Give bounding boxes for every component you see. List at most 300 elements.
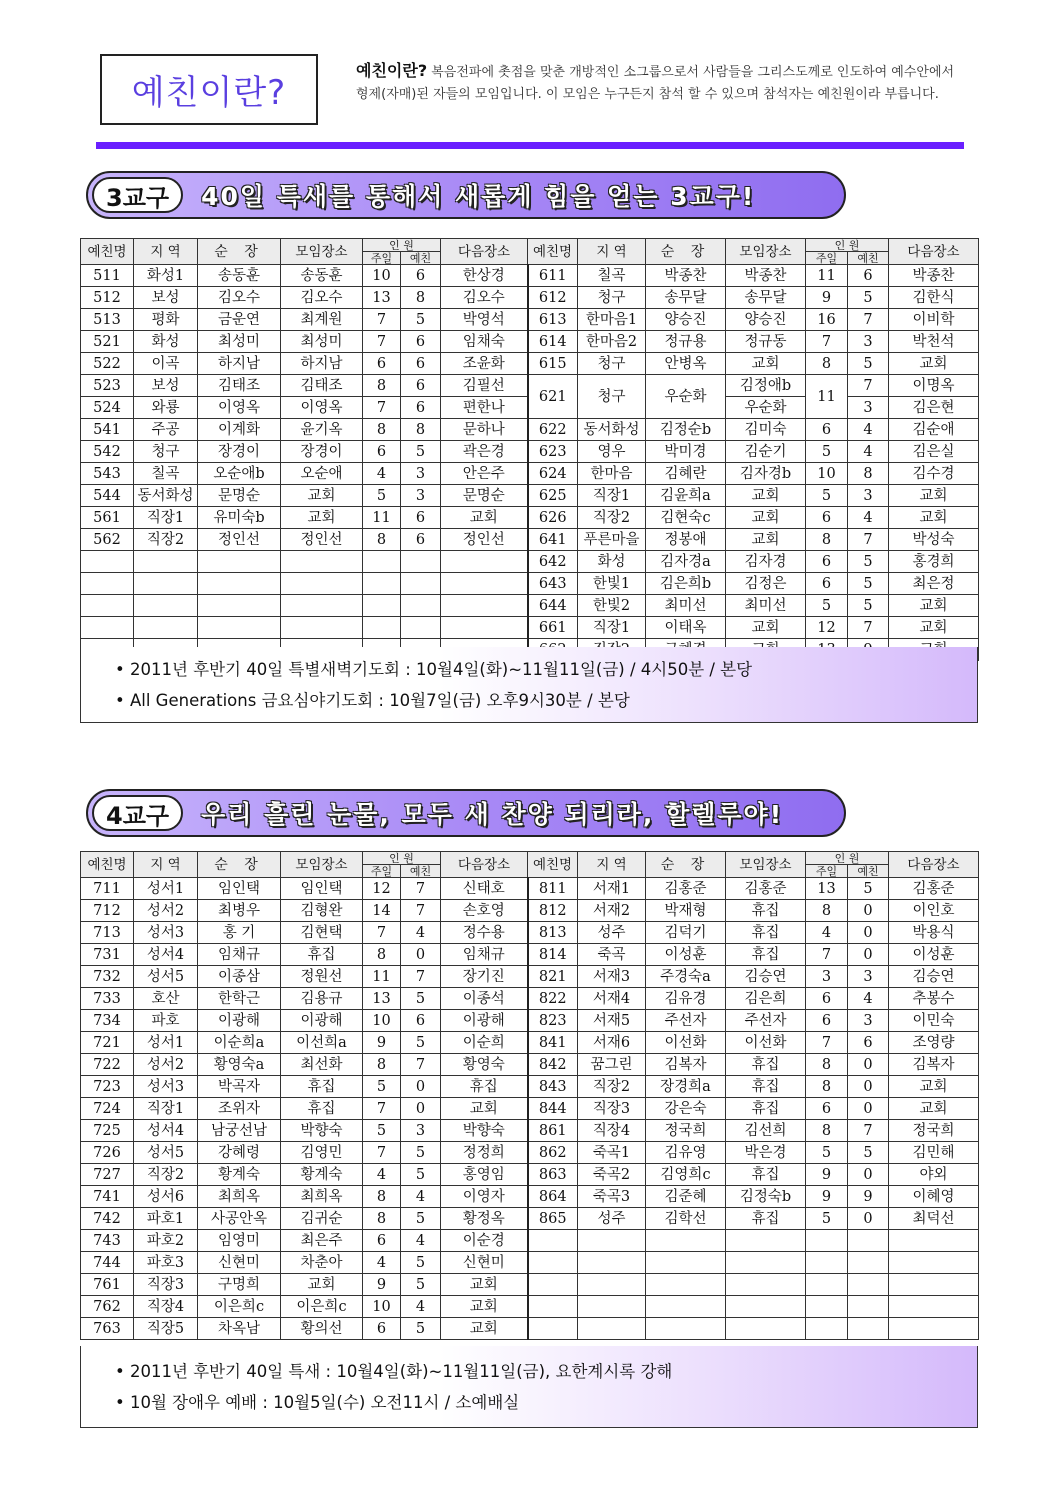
- table-cell: 직장1: [578, 485, 646, 507]
- table-cell: 죽곡3: [578, 1186, 646, 1208]
- table-cell: 박향숙: [281, 1120, 363, 1142]
- col-members: 인 원: [806, 239, 889, 252]
- col-next: 다음장소: [441, 239, 528, 265]
- table-cell: 황영숙a: [198, 1054, 281, 1076]
- table-cell: 윤기옥: [281, 419, 363, 441]
- table-cell: 김자경a: [646, 551, 726, 573]
- table-cell: 0: [401, 1098, 441, 1120]
- table-cell: 6: [401, 1010, 441, 1032]
- col-place: 모임장소: [726, 852, 806, 878]
- table-cell: 742: [81, 1208, 134, 1230]
- table-cell: 5: [848, 573, 889, 595]
- table-cell: 0: [848, 1164, 889, 1186]
- col-place: 모임장소: [281, 239, 363, 265]
- table-cell: 곽은경: [441, 441, 528, 463]
- table-cell: 5: [401, 1252, 441, 1274]
- table-cell: 박은경: [726, 1142, 806, 1164]
- table-cell: 5: [806, 1142, 848, 1164]
- table-cell: 12: [363, 878, 401, 900]
- col-leader: 순 장: [198, 239, 281, 265]
- table-cell: 서재2: [578, 900, 646, 922]
- table-cell: 841: [528, 1032, 578, 1054]
- table-cell: 정규용: [646, 331, 726, 353]
- table-cell: 정봉애: [646, 529, 726, 551]
- table-cell: 김유영: [646, 1142, 726, 1164]
- table-cell: 박성숙: [889, 529, 979, 551]
- table-cell: 524: [81, 397, 134, 419]
- table-row: [81, 617, 979, 639]
- table-cell: 송동훈: [198, 265, 281, 287]
- table-cell: 4: [806, 922, 848, 944]
- table-cell: [889, 1230, 979, 1252]
- col-group: 예친명: [528, 239, 578, 265]
- intro-description: [356, 60, 968, 106]
- table-cell: 야외: [889, 1164, 979, 1186]
- table-cell: 522: [81, 353, 134, 375]
- table-cell: 김선희: [726, 1120, 806, 1142]
- table-cell: 721: [81, 1032, 134, 1054]
- table-cell: 0: [848, 944, 889, 966]
- table-cell: 763: [81, 1318, 134, 1340]
- table-cell: 최희옥: [281, 1186, 363, 1208]
- table-cell: [848, 1274, 889, 1296]
- table-cell: 장기진: [441, 966, 528, 988]
- table-cell: 11: [363, 966, 401, 988]
- table-cell: 5: [363, 485, 401, 507]
- table-cell: 한빛1: [578, 573, 646, 595]
- table-cell: 안병옥: [646, 353, 726, 375]
- table-cell: 734: [81, 1010, 134, 1032]
- table-cell: 812: [528, 900, 578, 922]
- table-cell: 문명순: [441, 485, 528, 507]
- table-cell: 최은정: [889, 573, 979, 595]
- table-cell: 임채숙: [441, 331, 528, 353]
- table-cell: 정규동: [726, 331, 806, 353]
- table-cell: 금운연: [198, 309, 281, 331]
- table-cell: 교회: [441, 1318, 528, 1340]
- table-cell: 김자경: [726, 551, 806, 573]
- table-row: [81, 441, 979, 463]
- table-cell: 0: [848, 922, 889, 944]
- table-cell: [726, 1318, 806, 1340]
- table-cell: 861: [528, 1120, 578, 1142]
- table-cell: 7: [806, 331, 848, 353]
- table-cell: 7: [806, 944, 848, 966]
- table-cell: 서재1: [578, 878, 646, 900]
- table-cell: 성서4: [134, 944, 198, 966]
- district3-badge: 3교구: [92, 177, 183, 213]
- table-cell: 6: [363, 441, 401, 463]
- table-cell: 823: [528, 1010, 578, 1032]
- table-cell: 이성훈: [889, 944, 979, 966]
- table-cell: [528, 1252, 578, 1274]
- district3-slogan: 40일 특새를 통해서 새롭게 힘을 얻는 3교구!: [201, 182, 756, 211]
- table-cell: 홍영임: [441, 1164, 528, 1186]
- table-cell: 5: [806, 1208, 848, 1230]
- table-cell: 청구: [578, 287, 646, 309]
- table-cell: 박종찬: [889, 265, 979, 287]
- col-leader: 순 장: [198, 852, 281, 878]
- col-sunday: 주일: [363, 252, 401, 265]
- table-cell: 0: [848, 1098, 889, 1120]
- table-cell: [806, 1318, 848, 1340]
- table-cell: 814: [528, 944, 578, 966]
- notice-item: • 2011년 후반기 40일 특별새벽기도회 : 10월4일(화)~11월11일(금) / 4시50분 / 본당: [115, 660, 753, 679]
- col-sunday: 주일: [806, 865, 848, 878]
- table-cell: [281, 551, 363, 573]
- table-cell: [646, 1230, 726, 1252]
- table-cell: 하지남: [198, 353, 281, 375]
- table-cell: 파호2: [134, 1230, 198, 1252]
- table-row: [81, 900, 979, 922]
- table-row: [81, 1120, 979, 1142]
- table-cell: 성주: [578, 922, 646, 944]
- table-cell: [363, 595, 401, 617]
- table-cell: 서재6: [578, 1032, 646, 1054]
- table-cell: 휴집: [726, 1076, 806, 1098]
- table-cell: 김현숙c: [646, 507, 726, 529]
- table-cell: 6: [806, 1010, 848, 1032]
- table-cell: 11: [806, 265, 848, 287]
- table-cell: 주선자: [726, 1010, 806, 1032]
- table-cell: 김정순b: [646, 419, 726, 441]
- table-cell: 와룡: [134, 397, 198, 419]
- table-cell: 교회: [889, 507, 979, 529]
- table-cell: 613: [528, 309, 578, 331]
- table-cell: [578, 1252, 646, 1274]
- table-cell: 한마음: [578, 463, 646, 485]
- table-cell: 휴집: [726, 922, 806, 944]
- table-cell: 홍 기: [198, 922, 281, 944]
- table-cell: 10: [363, 1296, 401, 1318]
- table-cell: 김민해: [889, 1142, 979, 1164]
- table-cell: 김홍준: [646, 878, 726, 900]
- table-cell: 623: [528, 441, 578, 463]
- table-row: [81, 1296, 979, 1318]
- table-row: [81, 595, 979, 617]
- table-row: [81, 1076, 979, 1098]
- table-cell: 정정희: [441, 1142, 528, 1164]
- table-cell: 12: [806, 617, 848, 639]
- table-cell: 이계화: [198, 419, 281, 441]
- col-place: 모임장소: [281, 852, 363, 878]
- table-cell: 김은현: [889, 397, 979, 419]
- table-cell: [441, 617, 528, 639]
- table-cell: 0: [848, 900, 889, 922]
- table-cell: [401, 617, 441, 639]
- table-cell: 평화: [134, 309, 198, 331]
- table-cell: 4: [848, 441, 889, 463]
- table-cell: 561: [81, 507, 134, 529]
- table-cell: 511: [81, 265, 134, 287]
- table-cell: 이영옥: [281, 397, 363, 419]
- table-cell: 박종찬: [726, 265, 806, 287]
- table-cell: 푸른마을: [578, 529, 646, 551]
- table-row: [81, 331, 979, 353]
- table-cell: 3: [848, 1010, 889, 1032]
- table-cell: [806, 1296, 848, 1318]
- table-cell: 교회: [281, 1274, 363, 1296]
- table-cell: [81, 551, 134, 573]
- table-cell: 최희옥: [198, 1186, 281, 1208]
- district4-banner: [86, 789, 846, 837]
- table-cell: 구명희: [198, 1274, 281, 1296]
- table-cell: 김오수: [198, 287, 281, 309]
- col-yechin: 예친: [848, 865, 889, 878]
- table-row: [81, 529, 979, 551]
- table-cell: [806, 1252, 848, 1274]
- table-cell: 김한식: [889, 287, 979, 309]
- col-yechin: 예친: [401, 252, 441, 265]
- table-cell: 이종석: [441, 988, 528, 1010]
- table-cell: 주공: [134, 419, 198, 441]
- table-cell: 731: [81, 944, 134, 966]
- col-leader: 순 장: [646, 852, 726, 878]
- table-cell: 6: [848, 1032, 889, 1054]
- table-cell: [646, 1274, 726, 1296]
- table-cell: [889, 1252, 979, 1274]
- table-cell: 3: [848, 485, 889, 507]
- table-cell: 김수경: [889, 463, 979, 485]
- table-cell: 교회: [441, 1274, 528, 1296]
- table-row: [81, 1054, 979, 1076]
- table-cell: 성서2: [134, 1054, 198, 1076]
- table-cell: 741: [81, 1186, 134, 1208]
- table-cell: 5: [806, 485, 848, 507]
- table-cell: 3: [848, 331, 889, 353]
- table-cell: 유미숙b: [198, 507, 281, 529]
- table-cell: 최선화: [281, 1054, 363, 1076]
- table-cell: 안은주: [441, 463, 528, 485]
- table-row: [81, 1164, 979, 1186]
- table-cell: 8: [806, 1054, 848, 1076]
- table-cell: 762: [81, 1296, 134, 1318]
- table-cell: 8: [806, 900, 848, 922]
- table-cell: 13: [363, 988, 401, 1010]
- table-cell: 휴집: [726, 944, 806, 966]
- table-cell: 544: [81, 485, 134, 507]
- table-cell: 성서1: [134, 878, 198, 900]
- table-cell: 7: [848, 617, 889, 639]
- table-cell: [281, 595, 363, 617]
- table-cell: [646, 1252, 726, 1274]
- table-cell: 신현미: [441, 1252, 528, 1274]
- table-cell: 직장1: [578, 617, 646, 639]
- table-cell: 512: [81, 287, 134, 309]
- table-cell: 이혜영: [889, 1186, 979, 1208]
- divider: [96, 142, 964, 149]
- table-cell: 신태호: [441, 878, 528, 900]
- col-place: 모임장소: [726, 239, 806, 265]
- table-cell: 822: [528, 988, 578, 1010]
- table-cell: 성주: [578, 1208, 646, 1230]
- table-cell: 조윤화: [441, 353, 528, 375]
- table-cell: 추봉수: [889, 988, 979, 1010]
- table-cell: 보성: [134, 375, 198, 397]
- table-cell: 박영석: [441, 309, 528, 331]
- table-cell: 5: [848, 551, 889, 573]
- table-cell: 8: [806, 1120, 848, 1142]
- table-cell: 611: [528, 265, 578, 287]
- table-cell: 723: [81, 1076, 134, 1098]
- table-cell: [363, 573, 401, 595]
- table-cell: [889, 1274, 979, 1296]
- table-cell: [81, 617, 134, 639]
- table-cell: 최미선: [646, 595, 726, 617]
- table-cell: 7: [848, 1120, 889, 1142]
- table-cell: 송무달: [646, 287, 726, 309]
- table-cell: 이태옥: [646, 617, 726, 639]
- table-cell: 교회: [726, 617, 806, 639]
- table-cell: 7: [401, 878, 441, 900]
- table-cell: 5: [848, 878, 889, 900]
- table-cell: 박곡자: [198, 1076, 281, 1098]
- table-cell: [726, 1296, 806, 1318]
- table-cell: 장경희a: [646, 1076, 726, 1098]
- table-cell: 한학근: [198, 988, 281, 1010]
- table-cell: 7: [806, 1032, 848, 1054]
- table-cell: [401, 595, 441, 617]
- district4-table: [80, 851, 979, 1340]
- table-cell: 이명옥: [889, 375, 979, 397]
- district4-badge: 4교구: [92, 795, 183, 831]
- table-cell: 김은희b: [646, 573, 726, 595]
- table-cell: [726, 1252, 806, 1274]
- table-cell: 6: [806, 988, 848, 1010]
- table-cell: 청구: [578, 375, 646, 419]
- table-cell: 이선화: [726, 1032, 806, 1054]
- table-cell: 김자경b: [726, 463, 806, 485]
- table-row: [81, 287, 979, 309]
- table-cell: 교회: [281, 507, 363, 529]
- table-cell: 김형완: [281, 900, 363, 922]
- col-region: 지 역: [134, 852, 198, 878]
- table-cell: [528, 1296, 578, 1318]
- table-cell: 9: [806, 1164, 848, 1186]
- table-cell: 교회: [726, 485, 806, 507]
- table-cell: 9: [363, 1032, 401, 1054]
- table-cell: [134, 573, 198, 595]
- table-cell: 호산: [134, 988, 198, 1010]
- table-cell: 8: [806, 1076, 848, 1098]
- table-cell: 휴집: [726, 900, 806, 922]
- table-cell: 7: [363, 1098, 401, 1120]
- table-cell: 5: [401, 1164, 441, 1186]
- district3-table: [80, 238, 979, 661]
- table-cell: 732: [81, 966, 134, 988]
- intro-title: 예친이란?: [100, 54, 318, 125]
- table-cell: 11: [363, 507, 401, 529]
- table-cell: 624: [528, 463, 578, 485]
- table-cell: 711: [81, 878, 134, 900]
- table-row: [81, 1098, 979, 1120]
- table-cell: 이광해: [441, 1010, 528, 1032]
- table-cell: 6: [806, 419, 848, 441]
- table-cell: 김홍준: [726, 878, 806, 900]
- table-cell: 화성: [134, 331, 198, 353]
- col-next: 다음장소: [889, 852, 979, 878]
- table-cell: 5: [401, 1318, 441, 1340]
- table-cell: 직장2: [578, 507, 646, 529]
- table-cell: [726, 1274, 806, 1296]
- table-cell: 휴집: [441, 1076, 528, 1098]
- table-cell: 5: [401, 1274, 441, 1296]
- col-leader: 순 장: [646, 239, 726, 265]
- col-group: 예친명: [81, 239, 134, 265]
- table-cell: 612: [528, 287, 578, 309]
- table-cell: 6: [401, 375, 441, 397]
- table-cell: 성서3: [134, 922, 198, 944]
- table-cell: [646, 1318, 726, 1340]
- table-cell: 김홍준: [889, 878, 979, 900]
- table-cell: [578, 1274, 646, 1296]
- table-cell: [134, 595, 198, 617]
- table-cell: 이순경: [441, 1230, 528, 1252]
- table-cell: 동서화성: [578, 419, 646, 441]
- table-cell: 직장2: [134, 529, 198, 551]
- table-cell: 휴집: [726, 1054, 806, 1076]
- table-cell: [578, 1230, 646, 1252]
- table-cell: 휴집: [726, 1098, 806, 1120]
- table-cell: 조영량: [889, 1032, 979, 1054]
- table-cell: 김영희c: [646, 1164, 726, 1186]
- table-cell: 직장3: [578, 1098, 646, 1120]
- table-cell: 박용식: [889, 922, 979, 944]
- table-cell: 황의선: [281, 1318, 363, 1340]
- table-cell: 이선희a: [281, 1032, 363, 1054]
- table-row: [81, 922, 979, 944]
- table-row: [81, 1208, 979, 1230]
- table-cell: 625: [528, 485, 578, 507]
- table-cell: 5: [848, 287, 889, 309]
- table-cell: 김현택: [281, 922, 363, 944]
- notice-item: • 10월 장애우 예배 : 10월5일(수) 오전11시 / 소예배실: [115, 1393, 520, 1412]
- table-cell: 4: [848, 507, 889, 529]
- table-cell: [528, 1318, 578, 1340]
- table-cell: 724: [81, 1098, 134, 1120]
- table-row: [81, 944, 979, 966]
- table-cell: 513: [81, 309, 134, 331]
- col-yechin: 예친: [848, 252, 889, 265]
- table-cell: 8: [363, 1054, 401, 1076]
- table-cell: 정인선: [198, 529, 281, 551]
- table-cell: 6: [401, 353, 441, 375]
- table-cell: 11: [806, 375, 848, 419]
- table-cell: 홍경희: [889, 551, 979, 573]
- table-cell: 6: [401, 397, 441, 419]
- table-cell: 862: [528, 1142, 578, 1164]
- notice-item: • All Generations 금요심야기도회 : 10월7일(금) 오후9시30분 / 본당: [115, 691, 630, 710]
- table-cell: 9: [806, 1186, 848, 1208]
- table-cell: 칠곡: [578, 265, 646, 287]
- table-cell: 정원선: [281, 966, 363, 988]
- table-cell: 622: [528, 419, 578, 441]
- table-cell: 10: [806, 463, 848, 485]
- table-cell: 5: [806, 595, 848, 617]
- table-cell: 727: [81, 1164, 134, 1186]
- table-cell: 7: [363, 309, 401, 331]
- table-cell: 6: [401, 529, 441, 551]
- table-cell: 교회: [441, 507, 528, 529]
- table-cell: 김태조: [281, 375, 363, 397]
- table-cell: [81, 573, 134, 595]
- table-cell: 615: [528, 353, 578, 375]
- table-row: [81, 265, 979, 287]
- table-cell: 우순화: [646, 375, 726, 419]
- col-yechin: 예친: [401, 865, 441, 878]
- table-cell: 813: [528, 922, 578, 944]
- table-cell: 김오수: [281, 287, 363, 309]
